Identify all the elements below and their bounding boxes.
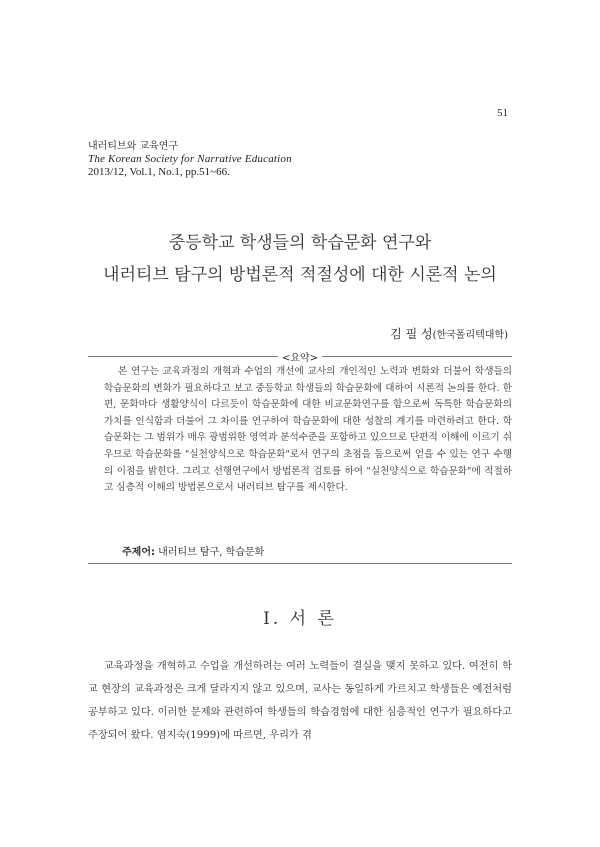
keywords-divider	[88, 563, 512, 564]
abstract-label: <요약>	[281, 353, 319, 364]
author-block	[390, 325, 508, 342]
journal-issue-info: 2013/12, Vol.1, No.1, pp.51~66.	[88, 166, 230, 178]
abstract-text: 본 연구는 교육과정의 개혁과 수업의 개선에 교사의 개인적인 노력과 변화와 더불어 학생들의 학습문화의 변화가 필요하다고 보고 중등학교 학생들의 학습문화에 대하여 시론적 논의를 한다. 한편, 문화마다 생활양식이 다르듯이 학습문화에 대한 비교문화연구를 함으로써 독특한 학습문화의 가치를 인식함과 더불어 그 차이를 연구하여 학습문화에 대한 성찰의 계기를 마련하려고 한다. 학습문화는 그 범위가 매우 광범위한 영역과 분석수준을 포함하고 있으므로 단편적 이해에 이르기 쉬우므로 학습문화를 "실천양식으로 학습문화"로서 연구의 초점을 둠으로써 얻을 수 있는 연구 수행의 이점을 밝힌다. 그리고 선행연구에서 방법론적 검토를 하여 "실천양식으로 학습문화"에 적절하고 심층적 이해의 방법론으로서 내러티브 탐구를 제시한다.	[104, 366, 512, 494]
author-affiliation: (한국폴리텍대학)	[432, 330, 508, 341]
paper-title-line-1: 중등학교 학생들의 학습문화 연구와	[168, 233, 432, 253]
keywords	[122, 543, 264, 558]
journal-name-english: The Korean Society for Narrative Education	[88, 153, 292, 165]
paper-title-line-2: 내러티브 탐구의 방법론적 적절성에 대한 시론적 논의	[103, 265, 497, 285]
page-number: 51	[497, 107, 508, 119]
abstract-rule-right	[322, 356, 512, 357]
keywords-label: 주제어:	[122, 547, 155, 558]
section-heading: Ⅰ. 서 론	[263, 609, 337, 629]
abstract-header	[88, 349, 512, 364]
keywords-value: 내러티브 탐구, 학습문화	[158, 547, 265, 558]
author-name: 김 필 성	[390, 327, 433, 341]
journal-name-korean: 내러티브와 교육연구	[88, 141, 179, 152]
journal-info	[88, 140, 292, 179]
abstract-rule-left	[88, 356, 278, 357]
body-paragraph: 교육과정을 개혁하고 수업을 개선하려는 여러 노력들이 결실을 맺지 못하고 있다. 여전히 학교 현장의 교육과정은 크게 달라지지 않고 있으며, 교사는 동일하게 가르치고 학생들은 예전처럼 공부하고 있다. 이러한 문제와 관련하여 학생들의 학습경험에 대한 심층적인 연구가 필요하다고 주장되어 왔다. 염지숙(1999)에 따르면, 우리가 겪	[88, 661, 512, 741]
